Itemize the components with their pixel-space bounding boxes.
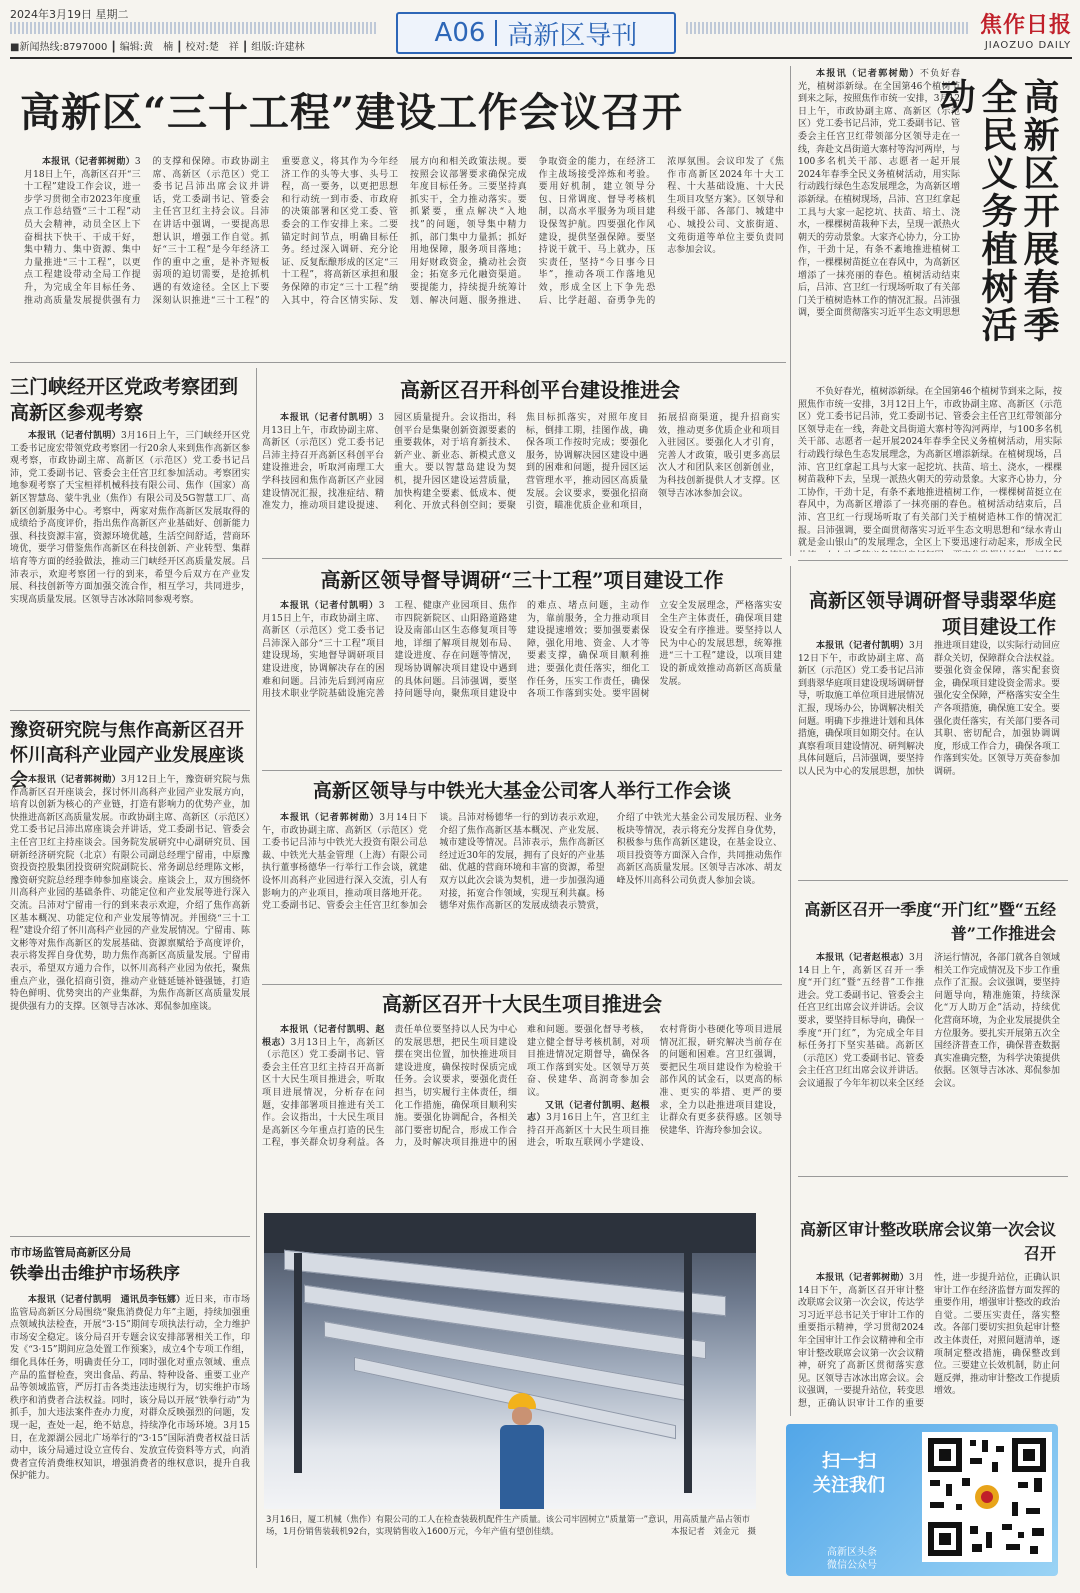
article-text: 不负好春光，植树添新绿。在全国第46个植树节到来之际，按照焦作市统一安排，3月12日上午，市政协副主席、高新区（示范区）党工委书记吕沛，党工委副书记、管委会主任宫卫红带领部分区领导走在一线，奔赴文昌街道大寨村等沟河两岸，与100多名机关干部、志愿者一起开展2024年春季全民义务植树活动，用实际行动践行绿色生态发展理念，为高新区增添新绿。在植树现场，吕沛、宫卫红拿起工具与大家一起挖坑、扶苗、培土、浇水，一棵棵树苗栽种下去，呈现一派热火朝天的劳动景象。大家齐心协力，分工协作，干劲十足，有条不紊地推进植树工作，一棵棵树苗挺立在春风中，为高新区增添了一抹亮丽的春色。植树活动结束后，吕沛、宫卫红一行现场听取了有关部门关于植树造林工作的情况汇报。吕沛强调，要全面贯彻落实习近平生态文明思想和“绿水青山就是金山银山”的发展理念，全区上下要迅速行动起来，形成全民: [798, 387, 1062, 549]
main-article-body: [24, 156, 784, 346]
article-text: 近日来，市市场监管局高新区分局围绕“聚焦消费促力年”主题，持续加强重点领域执法检查，开展“3·15”期间专项执法行动，全力维护市场安全稳定。该分局召开专题会议安排部署相关工作，印发《“3·15”期间应急处置工作预案》，成立4个专项工作组，细化具体任务，明确责任分工，同时强化对重点领域、重点产品的监督检查，突出食品、药品、特种设备、重要工业产品等领域监管，严厉打击各类违法违规行为，切实维护市场秩序和消费者合法权益。同时，该分局以开展“铁拳行动”为抓手，加大违法案件查办力度，对群众反映强烈的问题，发现一起，查处一起，绝不姑息，持续净化市场环境。3月15日，在龙源湖公园北广场举行的“3·15”国际消费者权益日活动中，该分局通过设立宣传台、发放宣传资料等方式，向消费者宣传消费维权知识，增强消费者的维权意识，提升自我保护能力。: [10, 1295, 250, 1482]
article-lead: 本报讯（记者郭树勋）: [28, 775, 121, 785]
qr-code[interactable]: [922, 1432, 1052, 1562]
article-lead: 本报讯（记者郭树勋）: [816, 1273, 909, 1283]
section-rule: [10, 1236, 250, 1237]
section-rule: [798, 560, 1068, 561]
zhongtie-article-body: [262, 812, 782, 980]
qr-code-graphic: [922, 1432, 1052, 1562]
article-lead: 又讯（记者付凯明、赵根志）: [527, 1100, 650, 1124]
minsheng-article-body: [262, 1024, 782, 1206]
article-text: 3月14日下午，高新区召开审计整改联席会议第一次会议，传达学习习近平总书记关于审计工作的重要指示精神，学习贯彻2024年全国审计工作会议精神和全市审计整改联席会议第一次会议精神，研究了高新区贯彻落实意见。区领导吉冰冰出席会议。会议强调，一要提升站位，转变思想，正确认识审计工作的重要性，进一步提升站位，正确认识审计工作在经济监督方面发挥的重要作用，增强审计整改的政治自觉。二要压实责任，落实整改。各部门要切实担负起审计整改主体责任，对照问题清单，逐项制定整改措施，确保整改到位。三要建立长效机制，防止问题反弹，推动审计整改工作提质增效。: [798, 1273, 1060, 1409]
column-rule: [256, 368, 257, 1568]
market-kicker: 市市场监管局高新区分局: [10, 1246, 131, 1259]
article-lead: 本报讯（记者付凯明）: [280, 413, 379, 423]
article-text: 3月16日上午，三门峡经开区党工委书记庞宏带领党政考察团一行20余人来到焦作高新区参观考察，市政协副主席、高新区（示范区）党工委书记吕沛，党工委副书记、管委会主任宫卫红参加活动。考察团实地参观考察了天宝桓祥机械科技有限公司、焦作（国家）高新区智慧岛、蒙牛乳业（焦作）有限公司及5G智慧工厂、高新区创新服务中心。考察中，两家对焦作高新区发展取得的成绩给予高度评价，指出焦作高新区产业基础好、创新能力强、科技资源丰富，资源环境优越，生活空间舒适，营商环境优，要学习借鉴焦作高新区在科技创新、产业转型、集群培育等方面的经验做法，推动三门峡经开区高质量发展。吕沛表示，欢迎考察团一行的到来，希望今后双方在产业发展、科技创新等方面加强交流合作，相互学习，共同进步，实现高质量发展。区领导吉冰冰陪同参观考察。: [10, 431, 250, 605]
article-text: 3月16日上午，宫卫红主持召开高新区十大民生项目推进会，听取互联网小学建设、农村背街小巷硬化等项目进展情况汇报，研究解决当前存在的问题和困难。宫卫红强调，要把民生项目建设作为检验干部作风的试金石，以更高的标准、更实的举措、更严的要求，全力以赴推进项目建设，让群众有更多获得感。区领导侯建华、许海玲参加会议。: [527, 1025, 782, 1149]
scan-line-2: 关注我们: [813, 1475, 885, 1496]
article-text: 3月12日上午，豫资研究院与焦作高新区召开座谈会，探讨怀川高科产业园产业发展方向，培育以创新为核心的产业链，打造有影响力的优势产业，加快推进高新区高质量发展。市政协副主席、高新区（示范区）党工委书记吕沛出席座谈会并讲话，党工委副书记、管委会主任宫卫红主持座谈会。国务院发展研究中心副研究员、国研新经济研究院（北京）有限公司副总经理宁留甫，中原豫资投资控股集团投资研究院副院长、常务副总经理陈文彬，豫资研究院总经理李帅参加座谈会。座谈会上，双方围绕怀川高科产业园的基础条件、功能定位和产业发展等进行深入交流。吕沛对宁留甫一行的到来表示欢迎，介绍了焦作高新区基本概况、功能定位和产业发展等情况。并围绕“三十工程”建设介绍了怀川高科产业园的产业发展情况。宁留甫、陈文彬等对焦作高新区的发展基础、资源禀赋给予高度评价，表示将发挥自身优势，助力焦作高新区高质量发展。宁留甫表示，希望双方通力合作，以怀川高科产业园为依托，聚焦重点产业，强化招商引资，推动产业链延链补链强链，打造特色鲜明、优势突出的产业集群，为焦作高新区高质量发展提供强有力的支撑。区领导吉冰冰、郑侃参加座谈。: [10, 775, 250, 1012]
qr-label-line-1: 高新区头条: [827, 1547, 877, 1558]
qr-label: [794, 1546, 910, 1572]
photo-credit: 本报记者 刘金元 摄: [670, 1527, 756, 1537]
scan-line-1: 扫一扫: [822, 1451, 876, 1472]
divider: [495, 20, 497, 46]
page-label: [396, 12, 676, 54]
article-text: 3月15日上午，市政协副主席、高新区（示范区）党工委书记吕沛深入部分“三十工程”项目建设现场，实地督导调研项目建设进度，协调解决存在的困难和问题。吕沛先后到河南应用技术职业学院基础设施完善工程、健康产业园项目、焦作市四院新院区、山阳路道路建设及南部山区生态修复项目等地，详细了解项目规划布局、建设进度、存在问题等情况，现场协调解决项目建设中遇到的具体问题。吕沛强调，要坚持问题导向，聚焦项目建设中的难点、堵点问题，主动作为，靠前服务，全力推动项目建设提速增效；要加强要素保障，强化用地、资金、人才等要素支撑，确保项目顺利推进；要强化责任落实，细化工作任务，压实工作责任，确保各项工作落到实处。要牢固树立安全发展理念，严格落实安全生产主体责任，确保项目建设安全有序推进。要坚持以人民为中心的发展思想，统筹推进“三十工程”建设，以项目建设的新成效推动高新区高质量发展。: [262, 601, 782, 700]
article-lead: 本报讯（记者赵根志）: [816, 953, 909, 963]
article-text: 3月13日上午，市政协副主席、高新区（示范区）党工委书记吕沛主持召开高新区科创平台建设推进会，听取河南理工大学科技园和焦作高新区产业园建设情况汇报，找准症结、精准发力，推动项目建设提速、园区质量提升。会议指出，科创平台是集聚创新资源要素的重要载体，对于培育新技术、新产业、新业态、新模式意义重大。要以智慧岛建设为契机，提升园区建设运营质量，加快构建全要素、低成本、便利化、开放式科创空间；要聚焦目标抓落实，对照年度目标，倒排工期，挂图作战，确保各项工作按时完成；要强化服务，协调解决园区建设中遇到的困难和问题，提升园区运营管理水平，推动园区高质量发展。会议要求，要强化招商引资，瞄准优质企业和项目，拓展招商渠道，提升招商实效，推动更多优质企业和项目入驻园区。要强化人才引育，完善人才政策，吸引更多高层次人才和团队来区创新创业，为科技创新提供人才支撑。区领导吉冰冰参加会议。: [262, 413, 780, 512]
yuzi-article-body: [10, 774, 250, 1228]
article-lead: 本报讯（记者付凯明 通讯员李钰娜）: [28, 1295, 186, 1305]
section-rule: [10, 362, 786, 363]
section-rule: [798, 1176, 1068, 1177]
article-lead: 本报讯（记者付凯明）: [280, 601, 379, 611]
article-text: 3月14日上午，高新区召开一季度“开门红”暨“五经普”工作推进会。党工委副书记、管委会主任宫卫红出席会议并讲话。会议要求，要坚持目标导向，确保一季度“开门红”，为完成全年目标任务打下坚实基础。高新区（示范区）党工委副书记、管委会主任宫卫红出席会议并讲话。会议通报了今年年初以来全区经济运行情况，各部门就各自领域相关工作完成情况及下步工作重点作了汇报。会议强调，要坚持问题导向，精准施策，持续深化“万人助万企”活动，持续优化营商环境，为企业发展提供全方位服务。要扎实开展第五次全国经济普查工作，确保普查数据真实准确完整，为科学决策提供依据。区领导吉冰冰、郑侃参加会议。: [798, 953, 1060, 1089]
page-number: A06: [434, 18, 486, 48]
article-lead: 本报讯（记者付凯明）: [28, 431, 121, 441]
photo-caption: [266, 1514, 756, 1538]
caption-text: 3月16日，厦工机械（焦作）有限公司的工人在检查装载机配件生产质量。该公司牢固树立“质量第一”意识，用高质量产品占领市场，1月份销售装载机92台，实现销售收入1600万元，今年产值有望创佳绩。: [266, 1515, 751, 1537]
kaimen-article-body: [798, 952, 1060, 1170]
article-lead: 本报讯（记者付凯明、赵根志）: [262, 1025, 385, 1048]
issue-date: 2024年3月19日 星期二: [10, 8, 129, 21]
article-lead: 本报讯（记者郭树勋）: [816, 69, 920, 79]
sanmenxia-headline: 三门峡经开区党政考察团到高新区参观考察: [10, 376, 239, 424]
editor-info: ■新闻热线:8797000 ┃ 编辑:黄 楠 ┃ 校对:楚 祥 ┃ 组版:许建林: [10, 42, 305, 53]
minsheng-headline: 高新区召开十大民生项目推进会: [382, 992, 662, 1016]
article-text: 3月13日上午，高新区（示范区）党工委副书记、管委会主任宫卫红主持召开高新区十大民生项目推进会，听取项目进展情况，分析存在问题，安排部署项目推进有关工作。会议指出，十大民生项目是高新区今年重点打造的民生工程，事关群众切身利益。各责任单位要坚持以人民为中心的发展思想，把民生项目建设摆在突出位置，加快推进项目建设进度，确保按时保质完成任务。会议要求，要强化责任担当，切实履行主体责任，细化工作措施，确保项目顺利实施。要强化协调配合，各相关部门要密切配合，形成工作合力，及时解决项目推进中的困难和问题。要强化督导考核，建立健全督导考核机制，对项目推进情况定期督导，确保各项工作落到实处。区领导万英奋、侯建华、高润奇参加会议。: [262, 1025, 650, 1149]
yuzi-headline: 豫资研究院与焦作高新区召开怀川高科产业园产业发展座谈会: [10, 720, 244, 791]
feicui-article-body: [798, 640, 1060, 872]
decorative-stripe: [10, 22, 378, 34]
inspect-headline: 高新区领导督导调研“三十工程”项目建设工作: [320, 568, 724, 592]
newspaper-logo: 焦作日报: [980, 12, 1073, 38]
article-lead: 本报讯（记者付凯明）: [816, 641, 909, 651]
worker-figure: [492, 1393, 552, 1509]
section-rule: [262, 558, 782, 559]
main-headline: 高新区“三十工程”建设工作会议召开: [20, 89, 684, 136]
article-lead: 本报讯（记者郭树勋）: [42, 157, 135, 167]
sanmenxia-article-body: [10, 430, 250, 704]
masthead-rule: [10, 57, 1072, 59]
scan-prompt: [794, 1450, 904, 1510]
qr-label-line-2: 微信公众号: [827, 1560, 877, 1571]
audit-article-body: [798, 1272, 1060, 1412]
inspect-article-body: [262, 600, 782, 764]
column-rule: [790, 66, 791, 556]
platform-article-body: [262, 412, 780, 552]
page-name: 高新区导刊: [507, 20, 638, 51]
article-text: 3月14日下午，市政协副主席、高新区（示范区）党工委书记吕沛与中铁光大投资有限公司总裁、中铁光大基金管理（上海）有限公司执行董事杨德华一行举行工作会谈，就建设怀川高科产业园进行深入交流，引人有影响力的产业项目，推动项目落地开花。党工委副书记、管委会主任宫卫红参加会谈。吕沛对杨德华一行的到访表示欢迎，介绍了焦作高新区基本概况、产业发展、城市建设等情况。吕沛表示，焦作高新区经过近30年的发展，拥有了良好的产业基础、优越的营商环境和丰富的资源，希望双方以此次会谈为契机，进一步加强沟通对接，拓宽合作领域，实现互利共赢。杨德华对焦作高新区的发展成绩表示赞赏，介绍了中铁光大基金公司发展历程、业务板块等情况，表示将充分发挥自身优势，积极参与焦作高新区建设，在基金设立、项目投资等方面深入合作，共同推动焦作高新区高质量发展。区领导吉冰冰、胡友峰及怀川高科公司负责人参加会谈。: [262, 813, 782, 912]
newspaper-logo-sub: JIAOZUO DAILY: [984, 40, 1072, 51]
section-rule: [798, 880, 1068, 881]
market-headline: 铁拳出击维护市场秩序: [10, 1264, 180, 1284]
audit-headline: 高新区审计整改联席会议第一次会议召开: [800, 1220, 1057, 1263]
section-rule: [10, 710, 250, 711]
article-text: 不负好春光，植树添新绿。在全国第46个植树节到来之际，按照焦作市统一安排，3月12日上午，市政协副主席、高新区（示范区）党工委书记吕沛，党工委副书记、管委会主任宫卫红带领部分区领导走在一线，奔赴文昌街道大寨村等沟河两岸，与100多名机关干部、志愿者一起开展2024年春季全民义务植树活动，用实际行动践行绿色生态发展理念，为高新区增添新绿。在植树现场，吕沛、宫卫红拿起工具与大家一起挖坑、扶苗、培土、浇水，一棵棵树苗栽种下去，呈现一派热火朝天的劳动景象。大家齐心协力，分工协作，干劲十足，有条不紊地推进植树工作，一棵棵树苗挺立在春风中，为高新区增添了一抹亮丽的春色。植树活动结束后，吕沛、宫卫红一行现场听取了有关部门关于植树造林工作的情况汇报。吕沛强调，要全面贯彻落实习近平生态文明思想: [798, 69, 960, 318]
tree-article-body-bottom: [798, 386, 1062, 552]
zhongtie-headline: 高新区领导与中铁光大基金公司客人举行工作会谈: [312, 780, 731, 802]
platform-headline: 高新区召开科创平台建设推进会: [400, 378, 680, 402]
section-rule: [262, 984, 782, 985]
decorative-stripe: [686, 22, 968, 34]
section-rule: [262, 770, 782, 771]
article-text: 3月18日上午，高新区召开“三十工程”建设工作会议，进一步学习贯彻全市2023年度重点工作总结暨“三十工程”动员大会精神，动员全区上下奋楫扶下快干、干成干好，集中精力、集中资源、集中力量推进“三十工程”，以更点工程建设带动全局工作提升，为完成全年目标任务、推动高质量发展提供强有力的支撑和保障。市政协副主席、高新区（示范区）党工委书记吕沛出席会议并讲话，党工委副书记、管委会主任宫卫红主持会议。吕沛在讲话中强调，一要提高思想认识，增强工作自觉。抓好“三十工程”是今年经济工作的重中之重，是补齐短板弱项的迫切需要，是抢抓机遇的有效途径。全区上下要深刻认识推进“三十工程”的重要意义，将其作为今年经济工作的头等大事、头号工程，高一要务，以更把思想和行动统一到市委、市政府的决策部署和区党工委、管委会的工作安排上来。二要锚定时间节点，明确目标任务。经过深入调研、充分论证、反复酝酿形成的区定“三十工程”，将高新区承担和服务保障的市定“三十工程”纳入其中，符合区情实际、发展方向和相关政策法规。要按照会议部署要求确保完成年度目标任务。三要坚持真抓实干，全力推动落实。要抓紧要，重点解决“入地找”的问题，领导集中精力抓，部门集中力量抓；抓好用地保障，服务项目落地；用好财政资金，撬动社会资金；拓宽多元化融资渠道。要提能力，持续提升统筹计划、解决问题、服务推进、争取资金的能力，在经济工作主战场接受淬炼和考验。要用好机制，建立领导分包、日常调度、督导考核机制，以高水平服务为项目建设保驾护航。四要强化作风建设，提供坚强保障。要坚持说干就干、马上就办，压实责任，坚持“今日事今日毕”，推动各项工作落地见效，形成全区上下争先恐后、比学赶超、奋勇争先的浓厚氛围。会议印发了《焦作市高新区2024年十大工程、十大基础设施、十大民生项目攻坚方案》。区领导和科级干部、各部门、城建中心、城投公司、文旅街道、文苑街道等单位主要负责同志参加会议。: [24, 157, 784, 306]
market-article-body: [10, 1294, 250, 1574]
column-rule: [790, 566, 791, 1416]
article-text: 3月12日下午，市政协副主席、高新区（示范区）党工委书记吕沛到翡翠华庭项目建设现场调研督导，听取施工单位项目进展情况汇报，现场办公，协调解决相关问题。明确下步推进计划和具体措施，确保项目如期交付。在认真察看项目建设情况、研判解决具体问题后，吕沛强调，要坚持以人民为中心的发展思想，加快推进项目建设，以实际行动回应群众关切，保障群众合法权益。要强化资金保障，落实配套资金，确保项目建设资金需求。要强化安全保障，严格落实安全生产各项措施，确保施工安全。要强化责任落实，有关部门要各司其职、密切配合，加强协调调度，形成工作合力，确保各项工作落到实处。区领导万英奋参加调研。: [798, 641, 1060, 777]
factory-photo: [264, 1213, 756, 1509]
feicui-headline: 高新区领导调研督导翡翠华庭项目建设工作: [808, 590, 1056, 638]
tree-headline: 高新区开展春季全民义务植树活动: [934, 78, 1060, 344]
kaimen-headline: 高新区召开一季度“开门红”暨“五经普”工作推进会: [804, 900, 1056, 943]
article-lead: 本报讯（记者郭树勋）: [280, 813, 380, 823]
tree-article-body-top: [798, 68, 960, 318]
